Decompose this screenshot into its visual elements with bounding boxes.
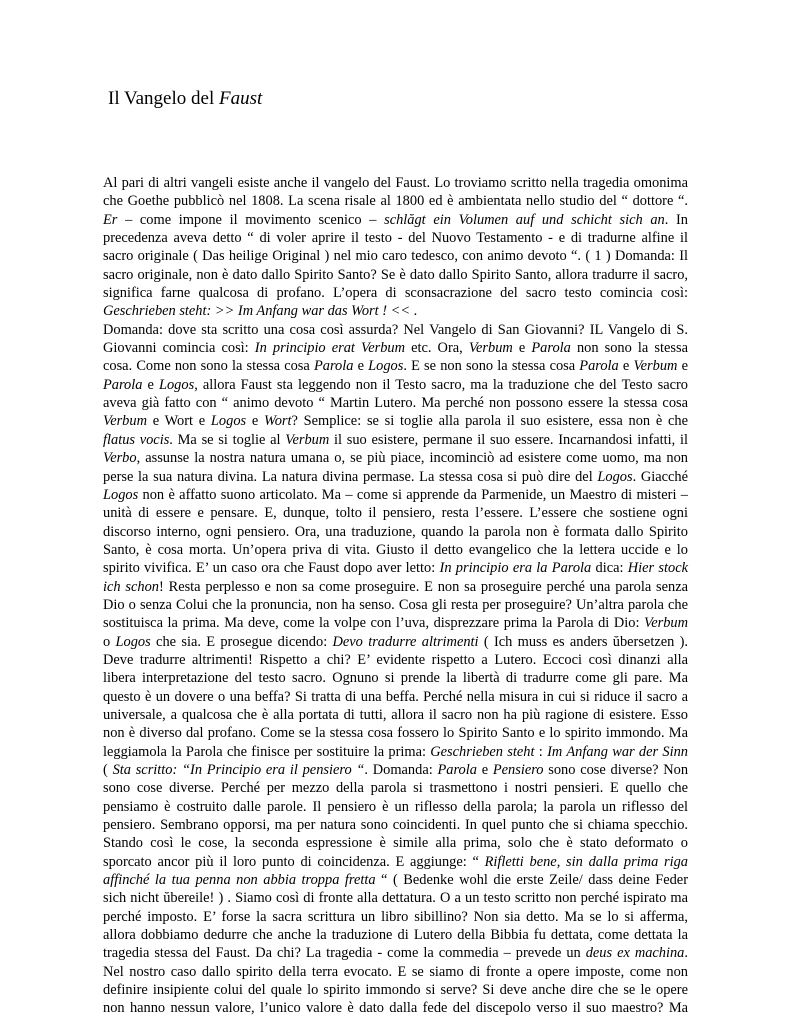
text-line — [103, 302, 688, 320]
text-run: – come impone il movimento scenico – — [117, 211, 385, 228]
text-run: che sia. E prosegue dicendo: — [150, 633, 333, 650]
italic-text: flatus vocis — [103, 431, 170, 448]
text-line — [103, 266, 688, 284]
text-line — [103, 449, 688, 467]
text-run: ( — [103, 762, 113, 778]
italic-text: Logos — [103, 486, 139, 503]
text-run: non è affatto suono articolato. Ma – come si apprende da Parmenide, un Maestro di misteri – — [138, 486, 688, 503]
text-line — [103, 596, 688, 614]
text-run: precedenza aveva detto “ di voler aprire il testo - del Nuovo Testamento - e di tradurne alfine il — [103, 230, 688, 247]
text-line — [103, 431, 688, 449]
text-run: significa farne qualcosa di profano. L’opera di sconsacrazione del sacro testo comincia così: — [103, 285, 688, 302]
italic-text: ich schon — [103, 578, 159, 595]
text-run: e — [618, 358, 634, 375]
text-line — [103, 504, 688, 522]
text-run: non hanno nessun valore, l’unico valore è dato dalla fede del discepolo verso il suo maestro? Ma — [103, 1000, 688, 1017]
text-run: unità di essere e pensare. E, dunque, tolto il pensiero, resta l’essere. L’essere che sostiene ogni — [103, 505, 688, 522]
text-line — [103, 779, 688, 797]
italic-text: affinché la tua penna non abbia troppa fretta — [103, 872, 376, 889]
text-line — [103, 523, 688, 541]
text-line — [103, 688, 688, 706]
italic-text: Im Anfang war der Sinn — [547, 743, 688, 760]
text-line — [103, 908, 688, 926]
text-line — [103, 669, 688, 687]
text-run: perché imposto. E’ forse la sacra scrittura un libro sibillino? Non sia detto. Ma se lo si afferma, — [103, 908, 688, 925]
text-run: non sono la stessa — [570, 340, 688, 357]
italic-text: Verbum — [285, 431, 330, 448]
text-run: universale, a qualcosa che è alla portata di tutti, allora il sacro non ha più ragione di esistere. Esso — [103, 706, 688, 723]
text-run: . E se non sono la stessa cosa — [403, 358, 580, 375]
text-line — [103, 357, 688, 375]
italic-text: Devo tradurre altrimenti — [332, 633, 479, 650]
text-line — [103, 174, 688, 192]
document-body — [103, 174, 688, 1018]
text-run: . Giacché — [632, 468, 688, 485]
text-line — [103, 871, 688, 889]
text-line — [103, 761, 688, 779]
text-line — [103, 192, 688, 210]
italic-text: Er — [103, 211, 118, 228]
italic-text: Parola — [531, 340, 571, 357]
italic-text: Geschrieben steht — [430, 743, 535, 760]
text-line — [103, 963, 688, 981]
text-run: o — [103, 633, 116, 650]
italic-text: Wort — [264, 413, 292, 430]
text-line — [103, 284, 688, 302]
text-run: . In — [664, 211, 688, 228]
italic-text: Parola — [579, 358, 619, 375]
text-line — [103, 559, 688, 577]
text-line — [103, 706, 688, 724]
italic-text: Logos — [368, 358, 404, 375]
text-run: sono cose diverse. Perché per mezzo della parola si trasmettono i nostri pensieri. E quello che — [103, 780, 688, 797]
text-run: . Ma se si toglie al — [169, 431, 286, 448]
text-line — [103, 247, 688, 265]
text-run: pensiamo è costruito dalle parole. Il pensiero è un riflesso della parola; la parola un riflesso del — [103, 798, 688, 815]
text-line — [103, 926, 688, 944]
text-run: Dio o senza Colui che la pronuncia, non ha senso. Cosa gli resta per proseguire? Un’altra parola che — [103, 596, 688, 613]
italic-text: In principio era la Parola — [439, 560, 592, 577]
text-line — [103, 853, 688, 871]
text-run: e — [512, 340, 532, 357]
text-line — [103, 889, 688, 907]
text-line — [103, 211, 688, 229]
text-run: definire insipiente colui del quale lo spirito immondo si serve? Si deve anche dire che se le opere — [103, 982, 688, 999]
text-run: e — [476, 762, 493, 778]
text-run: e — [677, 358, 688, 375]
text-run: allora dobbiamo dedurre che anche la traduzione di Lutero della Bibbia fu dettata, come dettata la — [103, 927, 688, 944]
text-line — [103, 633, 688, 651]
italic-text: Sta scritto: “In Principio era il pensiero “ — [112, 762, 365, 778]
text-run: e — [246, 413, 265, 430]
text-run: e — [353, 358, 369, 375]
text-run: spirito vivifica. E’ un caso ora che Faust dopo aver letto: — [103, 560, 440, 577]
text-line — [103, 798, 688, 816]
text-line — [103, 394, 688, 412]
italic-text: Verbum — [468, 340, 513, 357]
italic-text: Verbum — [633, 358, 678, 375]
italic-text: Hier stock — [627, 560, 688, 577]
text-run: sich nicht ŭbereile! ) . Siamo così di fronte alla dettatura. O a un testo scritto non perché ispirato ma — [103, 890, 688, 907]
text-run: questo è un dovere o una beffa? Si tratta di una beffa. Perché nella misura in cui si riduce il sacro a — [103, 688, 688, 705]
text-run: tragedia stessa del Faust. Da chi? La tragedia - come la commedia – prevede un — [103, 945, 586, 962]
text-line — [103, 339, 688, 357]
text-run: Deve tradurre altrimenti! Rispetto a chi? E’ evidente rispetto a Lutero. Eccoci così dinanzi alla — [103, 651, 688, 668]
text-run: etc. Ora, — [404, 340, 469, 357]
text-run: sostituisca la prima. Ma deve, come la volpe con l’uva, disprezzare prima la Parola di Dio: — [103, 615, 645, 632]
text-line — [103, 229, 688, 247]
text-run: e — [142, 376, 159, 393]
italic-text: Verbum — [644, 615, 688, 632]
text-line — [103, 981, 688, 999]
text-run: cosa. Come non sono la stessa cosa — [103, 358, 314, 375]
text-run: non è diverso dal profano. Come se la stessa cosa fossero lo Spirito Santo e lo spirito immondo. Ma — [103, 725, 688, 742]
text-line — [103, 614, 688, 632]
text-line — [103, 999, 688, 1017]
text-line — [103, 724, 688, 742]
text-run: Santo, è cosa morta. Un’opera priva di vita. Giusto il detto evangelico che la lettera uccide e lo — [103, 541, 688, 558]
text-run: Giovanni comincia così: — [103, 340, 255, 357]
text-run: pensiero. Sembrano opporsi, ma per natura sono coincidenti. In quel punto che si chiama specchio. — [103, 817, 688, 834]
italic-text: Logos — [210, 413, 247, 430]
text-line — [103, 486, 688, 504]
text-run: , assunse la nostra natura umana o, se più piace, incominciò ad esistere come uomo, ma non — [136, 450, 688, 467]
text-run: leggiamola la Parola che finisce per sostituire la prima: — [103, 743, 431, 760]
title-plain: Il Vangelo del — [108, 88, 219, 109]
text-run: e Wort e — [146, 413, 211, 430]
text-run: il suo esistere, permane il suo essere. Incarnandosi infatti, il — [329, 431, 688, 448]
text-line — [103, 816, 688, 834]
text-line — [103, 541, 688, 559]
document-title — [108, 88, 262, 110]
text-run: : — [534, 743, 548, 760]
italic-text: Parola — [313, 358, 354, 375]
text-line — [103, 321, 688, 339]
text-run: sacro originale ( Das heilige Original ) nel mio caro tedesco, con animo devoto “. ( 1 ) Domanda: Il — [103, 248, 688, 265]
italic-text: Rifletti bene, sin dalla prima riga — [484, 853, 688, 870]
text-run: che Goethe pubblicò nel 1808. La scena risale al 1800 ed è ambientata nello studio del “ dottore “. — [103, 193, 688, 210]
italic-text: Verbo — [103, 450, 137, 467]
text-run: . — [410, 303, 418, 320]
text-line — [103, 412, 688, 430]
text-run: sono cose diverse? Non — [543, 762, 689, 778]
text-run: sporcato ancor più il loro punto di coincidenza. E aggiunge: “ — [103, 853, 485, 870]
text-run: dica: — [591, 560, 628, 577]
italic-text: Logos — [158, 376, 195, 393]
text-line — [103, 834, 688, 852]
text-run: ? Semplice: se si toglie alla parola il suo esistere, essa non è che — [291, 413, 688, 430]
text-line — [103, 578, 688, 596]
text-run: ( Ich muss es anders ŭbersetzen ). — [478, 633, 689, 650]
text-run: Domanda: dove sta scritto una cosa così assurda? Nel Vangelo di San Giovanni? IL Vangelo di S. — [103, 321, 688, 338]
text-run: Nel nostro caso dallo spirito della terra evocato. E se siamo di fronte a opere imposte, come non — [103, 963, 688, 980]
text-run: ! Resta perplesso e non sa come proseguire. E non sa proseguire perché una parola senza — [158, 578, 688, 595]
italic-text: Parola — [103, 376, 143, 393]
text-run: discorso interno, ogni pensiero. Ora, una traduzione, quando la parola non è formata dallo Spirito — [103, 523, 688, 540]
text-run: aveva già fatto con “ animo devoto “ Martin Lutero. Ma perché non possono essere la stessa cosa — [103, 395, 688, 412]
text-run: , allora Faust sta leggendo non il Testo sacro, ma la traduzione che del Testo sacro — [194, 376, 688, 393]
title-italic: Faust — [219, 88, 263, 109]
text-run: . Domanda: — [364, 762, 438, 778]
text-run: . — [684, 945, 688, 962]
italic-text: Logos — [597, 468, 633, 485]
italic-text: In principio erat Verbum — [254, 340, 405, 357]
text-line — [103, 376, 688, 394]
text-run: “ ( Bedenke wohl die erste Zeile/ dass deine Feder — [375, 872, 688, 889]
italic-text: Geschrieben steht: >> Im Anfang war das Wort ! << — [103, 303, 411, 320]
text-run: sacro originale, non è dato dallo Spirito Santo? Se è dato dallo Spirito Santo, allora tradurre il sacro, — [103, 266, 688, 283]
text-run: libera interpretazione del testo sacro. Ognuno si prende la libertà di tradurre come gli pare. Ma — [103, 670, 688, 687]
italic-text: Verbum — [103, 413, 147, 430]
italic-text: deus ex machina — [585, 945, 685, 962]
text-run: Stando così le cose, la seconda espressione è simile alla prima, solo che è stato deformato o — [103, 835, 688, 852]
text-line — [103, 468, 688, 486]
text-run: perse la sua natura divina. La natura divina permase. La stessa cosa si può dire del — [103, 468, 598, 485]
italic-text: schlăgt ein Volumen auf und schicht sich an — [384, 211, 665, 228]
italic-text: Parola — [437, 762, 477, 778]
italic-text: Logos — [115, 633, 151, 650]
text-line — [103, 651, 688, 669]
text-run: Al pari di altri vangeli esiste anche il vangelo del Faust. Lo troviamo scritto nella tragedia omonima — [103, 175, 688, 191]
text-line — [103, 944, 688, 962]
italic-text: Pensiero — [492, 762, 544, 778]
text-line — [103, 743, 688, 761]
